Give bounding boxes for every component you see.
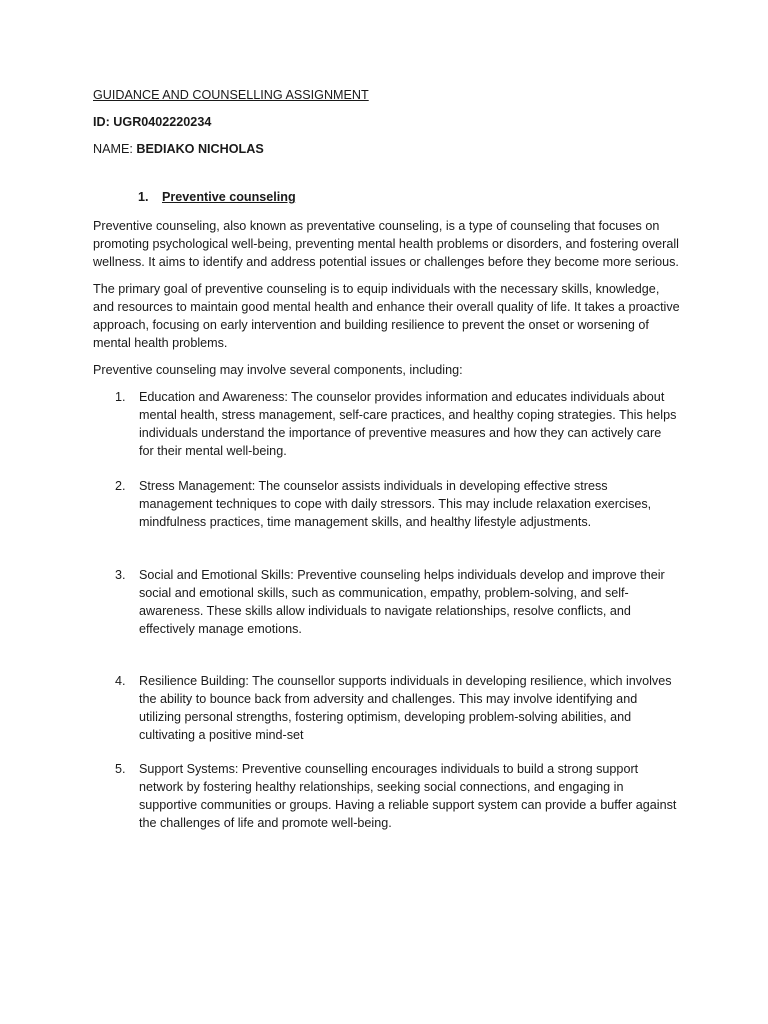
list-item [93,477,683,531]
section-heading [93,188,683,206]
list-item [93,388,683,460]
list-item-number: 3. [115,568,126,582]
list-item-text: Social and Emotional Skills: Preventive counseling helps individuals develop and improve their social and emotional skills, such as communication, empathy, problem-solving, and self-awareness. These skills allow individuals to navigate relationships, resolve conflicts, and effectively manage emotions. [139,568,665,636]
student-name-label: NAME: [93,142,137,156]
student-id-value: UGR0402220234 [113,115,212,129]
student-name-value: BEDIAKO NICHOLAS [136,142,264,156]
list-item-number: 4. [115,674,126,688]
list-item-text: Stress Management: The counselor assists individuals in developing effective stress management techniques to cope with daily stressors. This may include relaxation exercises, mindfulness practices, time management skills, and healthy lifestyle adjustments. [139,479,652,529]
list-item-text: Resilience Building: The counsellor supports individuals in developing resilience, which involves the ability to bounce back from adversity and challenges. This may involve identifying and utilizing personal strengths, fostering optimism, developing problem-solving abilities, and cultivating a positive mind-set [139,674,672,742]
student-id-line [93,113,683,131]
paragraph-primary-goal: The primary goal of preventive counseling is to equip individuals with the necessary skills, knowledge, and resources to maintain good mental health and enhance their overall quality of life. It takes a proactive approach, focusing on early intervention and building resilience to prevent the onset or worsening of mental health problems. [93,282,680,350]
list-item-text: Education and Awareness: The counselor provides information and educates individuals about mental health, stress management, self-care practices, and healthy coping strategies. This helps individuals understand the importance of preventive measures and how they can actively care for their mental well-being. [139,390,677,458]
document-page [93,86,683,832]
list-item-text: Support Systems: Preventive counselling encourages individuals to build a strong support network by fostering healthy relationships, seeking social connections, and engaging in supportive communities or groups. Having a reliable support system can provide a buffer against the challenges of life and promote well-being. [139,762,677,830]
student-name-line [93,140,683,158]
student-id-label: ID: [93,115,114,129]
list-item-number: 5. [115,762,126,776]
paragraph-components-intro: Preventive counseling may involve several components, including: [93,363,463,377]
list-item [93,760,683,832]
assignment-title: GUIDANCE AND COUNSELLING ASSIGNMENT [93,88,369,102]
paragraph-definition: Preventive counseling, also known as preventative counseling, is a type of counseling that focuses on promoting psychological well-being, preventing mental health problems or disorders, and fostering overall wellness. It aims to identify and address potential issues or challenges before they become more serious. [93,219,679,269]
components-list [93,388,683,832]
list-item [93,672,683,744]
list-item [93,566,683,638]
section-title: Preventive counseling [162,190,296,204]
list-item-number: 2. [115,479,126,493]
list-item-number: 1. [115,390,126,404]
section-number: 1. [138,190,149,204]
